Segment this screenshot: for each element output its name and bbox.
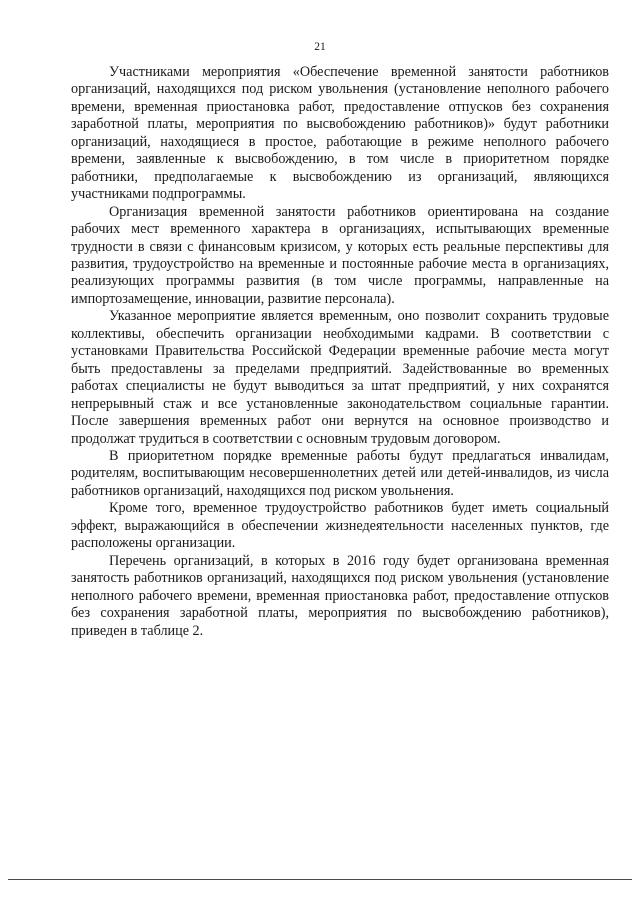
paragraph-participants: Участниками мероприятия «Обеспечение временной занятости работников организаций, находящихся под риском увольнения (установление неполного рабочего времени, временная приостановка работ, предоставление отпусков без сохранения заработной платы, мероприятия по высвобождению работников)» будут работники организаций, находящиеся в простое, работающие в режиме неполного рабочего времени, заявленные к высвобождению, в том числе в приоритетном порядке работники, предполагаемые к высвобождению из организаций, являющихся участниками подпрограммы.: [71, 64, 609, 203]
paragraph-organization: Организация временной занятости работников ориентирована на создание рабочих мест временного характера в организациях, испытывающих временные трудности в связи с финансовым кризисом, у которых есть реальные перспективы для развития, трудоустройство на временные и постоянные рабочие места в организациях, реализующих программы развития (в том числе программы, направленные на импортозамещение, инновации, развитие персонала).: [71, 203, 609, 307]
document-body: [71, 64, 609, 640]
page-number: 21: [314, 41, 326, 53]
paragraph-temporary-measure: Указанное мероприятие является временным, оно позволит сохранить трудовые коллективы, обеспечить организации необходимыми кадрами. В соответствии с установками Правительства Российской Федерации временные рабочие места могут быть предоставлены за пределами предприятий. Задействованные во временных работах специалисты не будут выводиться за штат предприятий, у них сохранятся непрерывный стаж и все установленные законодательством социальные гарантии. После завершения временных работ они вернутся на основное производство и продолжат трудиться в соответствии с основным трудовым договором.: [71, 308, 609, 447]
paragraph-priority: В приоритетном порядке временные работы будут предлагаться инвалидам, родителям, воспитывающим несовершеннолетних детей или детей-инвалидов, из числа работников организаций, находящихся под риском увольнения.: [71, 447, 609, 499]
paragraph-social-effect: Кроме того, временное трудоустройство работников будет иметь социальный эффект, выражающийся в обеспечении жизнедеятельности населенных пунктов, где расположены организации.: [71, 500, 609, 552]
paragraph-list-reference: Перечень организаций, в которых в 2016 году будет организована временная занятость работников организаций, находящихся под риском увольнения (установление неполного рабочего времени, временная приостановка работ, предоставление отпусков без сохранения заработной платы, мероприятия по высвобождению работников), приведен в таблице 2.: [71, 552, 609, 639]
bottom-rule-line: [8, 879, 632, 880]
